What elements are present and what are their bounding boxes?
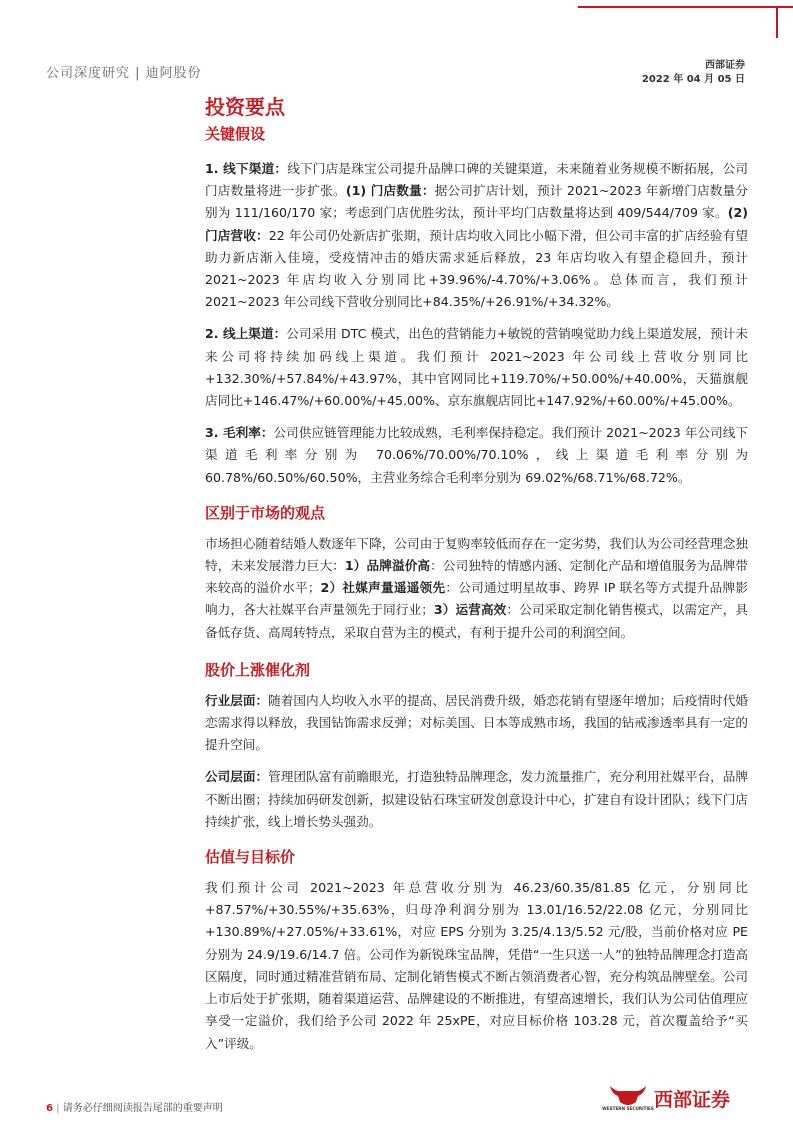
lead-gross-margin: 3. 毛利率： [205,425,274,441]
corner-decoration-vertical [776,6,778,38]
report-body [205,92,748,1055]
bull-logo-icon [602,1082,654,1112]
text-market-4: ：公司采取定制化销售模式，以需定产，具备低存货、高周转特点，采取自营为主的模式，有利于提升公司的利润空间。 [205,602,749,640]
paragraph-gross-margin [205,422,748,489]
section-heading-market-view: 区别于市场的观点 [205,503,326,522]
section-heading-catalysts: 股价上涨催化剂 [205,660,311,679]
page-title: 投资要点 [205,95,285,119]
header-brand: 西部证券 [705,60,745,71]
footer-logo [602,1082,748,1112]
text-market-3: ：公司通过明星故事、跨界 IP 联名等方式提升品牌影响力，各大社媒平台声量领先于同行业； [205,580,748,618]
disclaimer-note: 请务必仔细阅读报告尾部的重要声明 [62,1103,223,1114]
logo-mark-text: WESTERN SECURITIES [602,1106,654,1111]
footer-notice: 6 | 请务必仔细阅读报告尾部的重要声明 [46,1103,223,1114]
text-market-2: ：公司独特的情感内涵、定制化产品和增值服务为品牌带来较高的溢价水平； [205,558,749,596]
lead-company: 公司层面： [205,769,269,785]
lead-social-voice: 2）社媒声量遥遥领先 [320,580,446,596]
text-online: 公司采用 DTC 模式，出色的营销能力+敏锐的营销嗅觉助力线上渠道发展，预计未来公司将持续加码线上渠道。我们预计 2021~2023 年公司线上营收分别同比+132.30%/+57.84%/+43.97%，其中官网同比+119.70%/+50.00%/+40.00%，天猫旗舰店同比+146.47%/+60.00%/+45.00%、京东旗舰店同比+147.92%/+60.00%/+45.00%。 [205,326,748,409]
text-company: 管理团队富有前瞻眼光，打造独特品牌理念，发力流量推广，充分利用社媒平台，品牌不断出圈；持续加码研发创新，拟建设钻石珠宝研发创意设计中心，扩建自有设计团队；线下门店持续扩张，线上增长势头强劲。 [205,769,749,829]
lead-industry: 行业层面： [205,692,269,708]
section-heading-valuation: 估值与目标价 [205,848,296,867]
header-breadcrumb: 公司深度研究 | 迪阿股份 [46,66,202,81]
lead-offline: 1. 线下渠道： [205,161,288,176]
text-offline-1: 线下门店是珠宝公司提升品牌口碑的关键渠道，未来随着业务规模不断拓展，公司门店数量将进一步扩张。 [205,161,749,199]
paragraph-valuation: 我们预计公司 2021~2023 年总营收分别为 46.23/60.35/81.85 亿元，分别同比+87.57%/+30.55%/+35.63%，归母净利润分别为 13.01/16.52/22.08 亿元，分别同比+130.89%/+27.05%/+33.61%，对应 EPS 分别为 3.25/4.13/5.52 元/股，当前价格对应 PE 分别为 24.9/19.6/14.7 倍。公司作为新锐珠宝品牌，凭借“一生只送一人”的独特品牌理念打造高区隔度，同时通过精准营销布局、定制化销售模式不断占领消费者心智，充分构筑品牌壁垒。公司上市后处于扩张期，随着渠道运营、品牌建设的不断推进，有望高速增长，我们认为公司估值理应享受一定溢价，我们给予公司 2022 年 25xPE，对应目标价格 103.28 元，首次覆盖给予“买入”评级。 [205,880,748,1051]
paragraph-company-level [205,766,748,833]
paragraph-market-view [205,533,748,644]
header-date: 2022 年 04 月 05 日 [641,74,745,85]
footer-brand-text: 西部证券 [654,1089,731,1111]
text-industry: 随着国内人均收入水平的提高、居民消费升级，婚恋花销有望逐年增加；后疫情时代婚恋需求得以释放，我国钻饰需求反弹；对标美国、日本等成熟市场，我国的钻戒渗透率具有一定的提升空间。 [205,692,749,753]
lead-online: 2. 线上渠道： [205,326,287,342]
text-offline-2: 据公司扩店计划，预计 2021~2023 年新增门店数量分别为 111/160/170 家；考虑到门店优胜劣汰，预计平均门店数量将达到 409/544/709 家。 [205,183,748,221]
paragraph-industry-level [205,690,748,757]
lead-store-count: (1) 门店数量： [345,183,435,199]
paragraph-online-channel [205,323,748,412]
section-heading-key-assumptions: 关键假设 [205,125,266,143]
text-offline-3: 22 年公司仍处新店扩张期，预计店均收入同比小幅下滑，但公司丰富的扩店经验有望助力新店渐入佳境，受疫情冲击的婚庆需求延后释放，23 年店均收入有望企稳回升，预计 2021~2023 年店均收入分别同比+39.96%/-4.70%/+3.06%。总体而言，我们预计 2021~2023 年公司线下营收分别同比+84.35%/+26.91%/+34.32%。 [205,227,749,310]
text-market-1: 市场担心随着结婚人数逐年下降，公司由于复购率较低而存在一定劣势，我们认为公司经营理念独特，未来发展潜力巨大： [205,535,748,574]
corner-decoration-horizontal [578,6,793,8]
lead-store-revenue: (2) 门店营收： [205,205,748,243]
text-gross-margin: 公司供应链管理能力比较成熟，毛利率保持稳定。我们预计 2021~2023 年公司线下渠道毛利率分别为 70.06%/70.00%/70.10%，线上渠道毛利率分别为 60.78%/60.50%/60.50%，主营业务综合毛利率分别为 69.02%/68.71%/68.72%。 [205,425,748,485]
lead-operation: 3）运营高效 [433,602,507,618]
page-number: 6 [46,1103,53,1114]
paragraph-offline-channel [205,158,748,313]
lead-brand-premium: 1）品牌溢价高 [344,558,431,574]
